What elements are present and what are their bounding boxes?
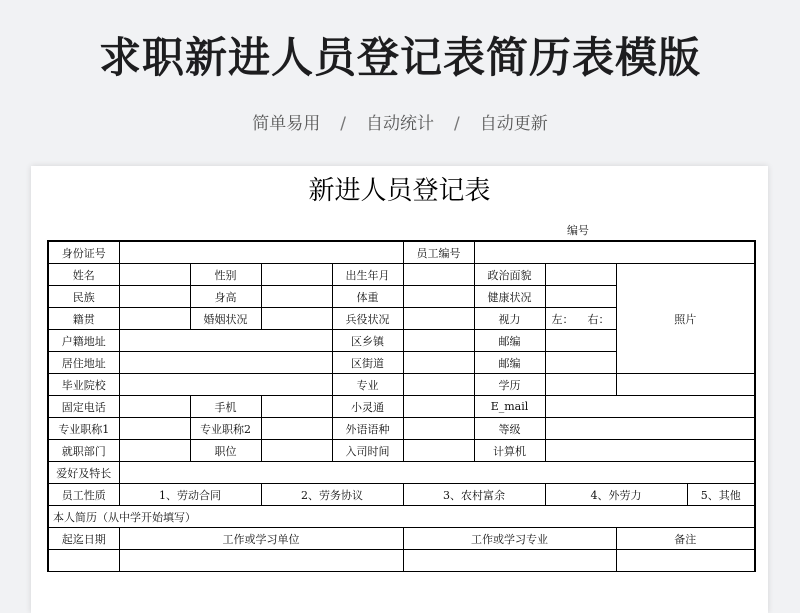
table-row: [48, 440, 755, 462]
employee-type-option-4[interactable]: 4、外劳力: [545, 484, 687, 506]
label-vision: 视力: [474, 308, 545, 330]
language-field[interactable]: [403, 418, 474, 440]
label-postcode-1: 邮编: [474, 330, 545, 352]
separator: /: [454, 114, 460, 134]
label-email: E_mail: [474, 396, 545, 418]
residence-field[interactable]: [119, 352, 332, 374]
id-number-field[interactable]: [119, 241, 403, 264]
label-town: 区乡镇: [332, 330, 403, 352]
resume-remarks-field[interactable]: [616, 550, 755, 572]
label-street: 区街道: [332, 352, 403, 374]
height-field[interactable]: [261, 286, 332, 308]
label-computer: 计算机: [474, 440, 545, 462]
title-2-field[interactable]: [261, 418, 332, 440]
registration-table: [47, 240, 756, 572]
school-field[interactable]: [119, 374, 332, 396]
title-1-field[interactable]: [119, 418, 190, 440]
label-height: 身高: [190, 286, 261, 308]
label-school: 毕业院校: [48, 374, 119, 396]
label-phs: 小灵通: [332, 396, 403, 418]
resume-section-header: 本人简历（从中学开始填写）: [48, 506, 755, 528]
table-row: [48, 528, 755, 550]
form-title: 新进人员登记表: [308, 176, 491, 206]
label-major: 专业: [332, 374, 403, 396]
feature-auto-update: 自动更新: [479, 114, 548, 134]
position-field[interactable]: [261, 440, 332, 462]
label-name: 姓名: [48, 264, 119, 286]
gender-field[interactable]: [261, 264, 332, 286]
computer-field[interactable]: [545, 440, 755, 462]
table-row: [48, 418, 755, 440]
table-row: [48, 374, 755, 396]
employee-type-option-3[interactable]: 3、农村富余: [403, 484, 545, 506]
label-hukou: 户籍地址: [48, 330, 119, 352]
join-date-field[interactable]: [403, 440, 474, 462]
table-row: [48, 484, 755, 506]
label-postcode-2: 邮编: [474, 352, 545, 374]
employee-type-option-2[interactable]: 2、劳务协议: [261, 484, 403, 506]
label-political: 政治面貌: [474, 264, 545, 286]
phs-field[interactable]: [403, 396, 474, 418]
political-field[interactable]: [545, 264, 616, 286]
table-row: [48, 241, 755, 264]
vision-left-label: 左：: [551, 312, 574, 326]
native-place-field[interactable]: [119, 308, 190, 330]
postcode-1-field[interactable]: [545, 330, 616, 352]
vision-field[interactable]: [545, 308, 616, 330]
label-marital: 婚姻状况: [190, 308, 261, 330]
table-row: [48, 506, 755, 528]
label-health: 健康状况: [474, 286, 545, 308]
separator: /: [340, 114, 346, 134]
resume-field-field[interactable]: [403, 550, 616, 572]
table-row: [48, 550, 755, 572]
label-weight: 体重: [332, 286, 403, 308]
label-level: 等级: [474, 418, 545, 440]
label-department: 就职部门: [48, 440, 119, 462]
label-title-1: 专业职称1: [48, 418, 119, 440]
serial-number-label: 编号: [567, 224, 589, 237]
town-field[interactable]: [403, 330, 474, 352]
label-education: 学历: [474, 374, 545, 396]
label-birth: 出生年月: [332, 264, 403, 286]
label-native-place: 籍贯: [48, 308, 119, 330]
employee-no-field[interactable]: [474, 241, 755, 264]
major-field[interactable]: [403, 374, 474, 396]
label-employee-type: 员工性质: [48, 484, 119, 506]
military-field[interactable]: [403, 308, 474, 330]
table-row: [48, 462, 755, 484]
ethnicity-field[interactable]: [119, 286, 190, 308]
photo-box[interactable]: 照片: [616, 264, 755, 374]
street-field[interactable]: [403, 352, 474, 374]
postcode-2-field[interactable]: [545, 352, 616, 374]
phone-field[interactable]: [119, 396, 190, 418]
label-field: 工作或学习专业: [403, 528, 616, 550]
vision-right-label: 右：: [587, 312, 610, 326]
label-title-2: 专业职称2: [190, 418, 261, 440]
label-period: 起迄日期: [48, 528, 119, 550]
label-join-date: 入司时间: [332, 440, 403, 462]
label-employee-no: 员工编号: [403, 241, 474, 264]
mobile-field[interactable]: [261, 396, 332, 418]
table-row: [48, 396, 755, 418]
employee-type-option-5[interactable]: 5、其他: [687, 484, 755, 506]
resume-unit-field[interactable]: [119, 550, 403, 572]
hukou-field[interactable]: [119, 330, 332, 352]
feature-simple: 简单易用: [252, 114, 321, 134]
label-military: 兵役状况: [332, 308, 403, 330]
label-remarks: 备注: [616, 528, 755, 550]
feature-auto-stats: 自动统计: [366, 114, 434, 134]
blank-cell: [616, 374, 755, 396]
label-phone: 固定电话: [48, 396, 119, 418]
label-language: 外语语种: [332, 418, 403, 440]
feature-tagline: [0, 112, 800, 136]
label-unit: 工作或学习单位: [119, 528, 403, 550]
hobbies-field[interactable]: [119, 462, 755, 484]
label-residence: 居住地址: [48, 352, 119, 374]
birth-field[interactable]: [403, 264, 474, 286]
weight-field[interactable]: [403, 286, 474, 308]
label-mobile: 手机: [190, 396, 261, 418]
health-field[interactable]: [545, 286, 616, 308]
page-title: 求职新进人员登记表简历表模版: [98, 33, 701, 82]
department-field[interactable]: [119, 440, 190, 462]
resume-period-field[interactable]: [48, 550, 119, 572]
form-sheet: [31, 166, 768, 613]
table-row: [48, 264, 755, 286]
marital-field[interactable]: [261, 308, 332, 330]
label-hobbies: 爱好及特长: [48, 462, 119, 484]
level-field[interactable]: [545, 418, 755, 440]
label-id-number: 身份证号: [48, 241, 119, 264]
label-gender: 性别: [190, 264, 261, 286]
label-ethnicity: 民族: [48, 286, 119, 308]
name-field[interactable]: [119, 264, 190, 286]
education-field[interactable]: [545, 374, 616, 396]
email-field[interactable]: [545, 396, 755, 418]
label-position: 职位: [190, 440, 261, 462]
employee-type-option-1[interactable]: 1、劳动合同: [119, 484, 261, 506]
